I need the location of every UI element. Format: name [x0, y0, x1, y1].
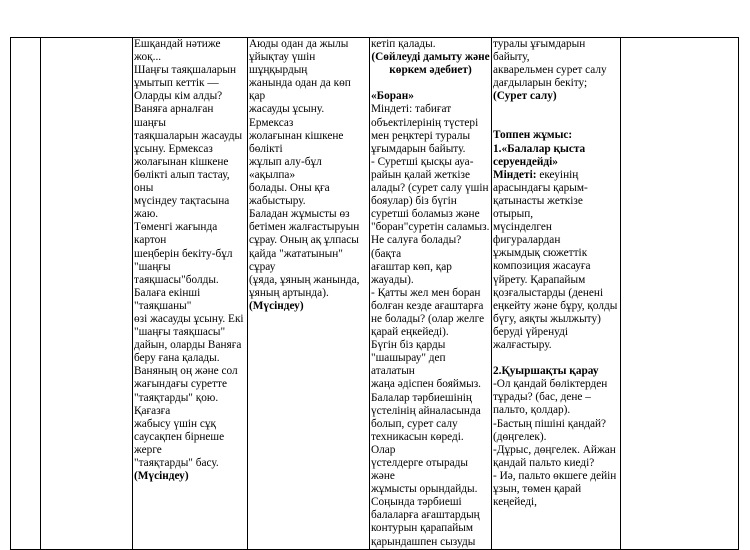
- text-line: жабыстыру.: [249, 195, 306, 208]
- text-line: мен реңктері туралы: [371, 129, 471, 142]
- empty-cell-1: [11, 38, 41, 550]
- text-line: жолағынан кішкене бөлікті: [249, 129, 344, 155]
- blank-line: [371, 77, 490, 90]
- text-line: Ваняға арналған шаңғы: [134, 103, 214, 129]
- text-line: Ешқандай нәтиже жоқ...: [134, 38, 221, 64]
- text-line: жолағынан кішкене: [134, 155, 229, 168]
- text-line: акварельмен сурет салу: [493, 64, 607, 77]
- group-work-heading: Топпен жұмыс:: [493, 129, 573, 142]
- text-line: Міндеті: табиғат: [371, 103, 452, 116]
- text-line: жаңа әдіспен бояймыз.: [371, 378, 481, 391]
- text-line: сұрау. Оның ақ ұлпасы: [249, 234, 359, 247]
- text-line: жасауды ұсыну. Ермексаз: [249, 103, 325, 129]
- text-line: өзі жасауды ұсыну. Екі: [134, 312, 244, 325]
- table-row: [11, 38, 739, 550]
- text-line: дайын, оларды Ваняға: [134, 339, 242, 352]
- text-line: контурын қарапайым: [371, 522, 474, 535]
- activity-tag-modeling: (Мүсіндеу): [134, 470, 189, 483]
- task-label: Міндеті:: [493, 168, 537, 181]
- text-line: Соңында тәрбиеші: [371, 496, 462, 509]
- modeling-bear-cell: [248, 38, 370, 550]
- text-line: -Дұрыс, дөңгелек. Айжан: [493, 443, 616, 456]
- text-line: не болады? (олар желге: [371, 312, 485, 325]
- text-line: кетіп қалады.: [371, 38, 436, 50]
- text-line: болады. Оны қға: [249, 182, 330, 195]
- text-line: Аюды одан да жылы: [249, 38, 349, 50]
- text-line: техникасын көреді. Олар: [371, 430, 464, 456]
- text-line: (дөңгелек).: [493, 430, 547, 443]
- text-line: болып, сурет салу: [371, 417, 458, 430]
- empty-cell-7: [621, 38, 739, 550]
- text-line: "шаңғы таяқшасы"болды.: [134, 260, 219, 286]
- text-line: Бүгін біз қарды: [371, 339, 446, 352]
- text-line: үйрету. Қарапайым: [493, 273, 586, 286]
- text-line: мүсіндеу тақтасына жаю.: [134, 195, 230, 221]
- text-line: Балаға екінші "таяқшаны": [134, 286, 201, 312]
- text-line: "шашырау" деп аталатын: [371, 352, 446, 378]
- section-title-blizzard: «Боран»: [371, 90, 414, 103]
- text-line: қандай пальто киеді?: [493, 456, 595, 469]
- modeling-ski-poles-cell: [133, 38, 248, 550]
- ski-poles-text: [134, 38, 246, 483]
- text-line: бетімен жалғастыруын: [249, 221, 360, 234]
- text-line: қайда "жататынын" сұрау: [249, 247, 343, 273]
- text-line: "таяқтарды" басу.: [134, 457, 219, 469]
- text-line: тұрады? (бас, дене –: [493, 391, 591, 404]
- text-line: "шаңғы таяқшасы": [134, 326, 226, 339]
- blank-lines: [493, 103, 619, 129]
- text-line: - Иә, пальто өкшеге дейін: [493, 469, 617, 482]
- text-line: - Суретші қысқы ауа-: [371, 155, 474, 168]
- text-line: саусақпен бірнеше жерге: [134, 430, 225, 456]
- text-line: болған кезде ағаштарға: [371, 299, 484, 312]
- text-line: арасындағы қарым-: [493, 181, 588, 194]
- text-line: жалғастыру.: [493, 338, 552, 351]
- text-line: объектілерінің түстері: [371, 116, 479, 129]
- text-line: ұйықтау үшін шұңқырдың: [249, 51, 316, 77]
- text-line: қатынасты жеткізе отырып,: [493, 194, 583, 221]
- text-line: жауады).: [371, 273, 414, 286]
- lesson-plan-table: [10, 37, 739, 550]
- text-line: ағаштар көп, қар: [371, 260, 452, 273]
- text-line: композиция жасауға: [493, 260, 591, 273]
- text-line: пальто, қолдар).: [493, 404, 571, 417]
- text-line: бөлікті алып тастау, оны: [134, 168, 230, 195]
- text-line: Оларды кім алды?: [134, 90, 223, 103]
- empty-cell-2: [41, 38, 133, 550]
- text-line: Баладан жұмысты өз: [249, 208, 350, 221]
- text-line: (ұяда, ұяның жанында,: [249, 273, 360, 286]
- text-line: жабысу үшін сұқ: [134, 417, 217, 430]
- task-text: екеуінің: [536, 168, 579, 181]
- speech-drawing-cell: [370, 38, 492, 550]
- text-line: үстелдерге отырады және: [371, 457, 469, 483]
- text-line: жұлып алу-бұл «ақылпа»: [249, 155, 322, 181]
- text-line: еңкейту және бұру, қолды: [493, 299, 618, 312]
- text-line: - Қатты жел мен боран: [371, 286, 481, 299]
- text-line: қарындашпен сызуды: [371, 535, 476, 548]
- text-line: ұмытып кеттік —: [134, 77, 219, 90]
- game-2-title: 2.Қуыршақты қарау: [493, 365, 599, 378]
- text-line: Ваняның оң және сол: [134, 365, 238, 378]
- text-line: дағдыларын бекіту;: [493, 77, 588, 90]
- bear-text: [249, 38, 368, 313]
- section-heading-speech: (Сөйлеуді дамыту және көркем әдебиет): [371, 51, 490, 77]
- text-line: бояулар) біз бүгін: [371, 195, 457, 208]
- text-line: беру ғана қалады.: [134, 352, 220, 365]
- text-line: Не салуға болады? (бақта: [371, 234, 462, 260]
- text-line: мүсінделген фигуралардан: [493, 221, 561, 247]
- text-line: бүгу, аяқты жылжыту): [493, 312, 601, 325]
- text-line: ұсыну. Ермексаз: [134, 142, 213, 155]
- text-line: үстелінің айналасында: [371, 404, 481, 417]
- game-1-title: 1.«Балалар қыста серуендейді»: [493, 142, 586, 168]
- text-line: ұяның артында).: [249, 286, 329, 299]
- text-line: балаларға ағаштардың: [371, 509, 480, 522]
- text-line: кеңейеді,: [493, 496, 537, 509]
- text-line: қарай еңкейеді).: [371, 326, 449, 339]
- text-line: Балалар тәрбиешінің: [371, 391, 472, 404]
- blank-line: [493, 352, 619, 365]
- text-line: жағындағы суретте: [134, 378, 227, 391]
- text-line: ұғымдарын байыту.: [371, 142, 466, 155]
- text-line: суретші боламыз және: [371, 208, 480, 221]
- text-line: таяқшаларын жасауды: [134, 129, 243, 142]
- text-line: -Бастың пішіні қандай?: [493, 417, 607, 430]
- text-line: туралы ұғымдарын байыту,: [493, 38, 586, 64]
- text-line: алады? (сурет салу үшін: [371, 182, 489, 195]
- text-line: ұжымдық сюжеттік: [493, 247, 588, 260]
- task-line: [493, 169, 619, 182]
- text-line: беруді үйренуді: [493, 325, 568, 338]
- drawing-groupwork-cell: [492, 38, 621, 550]
- text-line: шеңберін бекіту-бұл: [134, 247, 233, 260]
- text-line: "таяқтарды" қою. Қағазға: [134, 391, 219, 417]
- text-line: жұмысты орындайды.: [371, 483, 478, 496]
- text-line: ұзын, төмен қарай: [493, 483, 582, 495]
- activity-tag-modeling: (Мүсіндеу): [249, 299, 304, 312]
- text-line: Шаңғы таяқшаларын: [134, 64, 237, 77]
- text-line: жанында одан да көп қар: [249, 77, 351, 103]
- text-line: қозғалыстарды (денені: [493, 286, 604, 299]
- activity-tag-drawing: (Сурет салу): [493, 90, 557, 103]
- text-line: райын қалай жеткізе: [371, 168, 471, 181]
- text-line: Төменгі жағында картон: [134, 221, 218, 247]
- text-line: -Ол қандай бөліктерден: [493, 378, 608, 391]
- blizzard-text: [371, 38, 490, 549]
- text-line: "боран"суретін саламыз.: [371, 221, 490, 234]
- groupwork-text: [493, 38, 619, 509]
